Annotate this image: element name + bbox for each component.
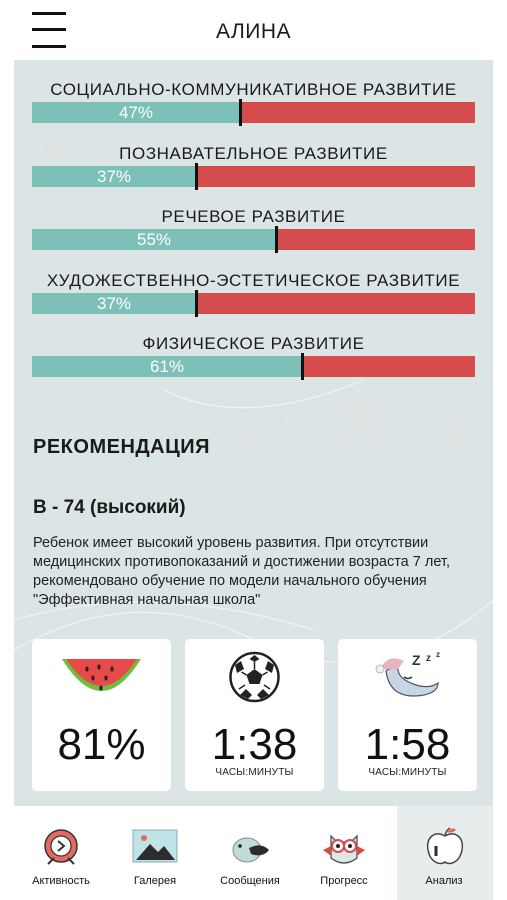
sleeping-moon-icon — [338, 645, 477, 707]
stat-card-nutrition[interactable] — [32, 639, 171, 791]
tab-activity[interactable] — [14, 806, 108, 900]
apple-analysis-icon — [420, 824, 470, 868]
tab-gallery-label: Галерея — [133, 875, 177, 887]
progress-marker — [239, 99, 242, 126]
recommendation-text: Ребенок имеет высокий уровень развития. При отсутствии медицинских противопоказаний и достижении возраста 7 лет, рекомендовано обучение по модели начального обучения "Эффективная начальная школа" — [33, 535, 450, 608]
development-item — [14, 78, 493, 142]
development-label: ХУДОЖЕСТВЕННО-ЭСТЕТИЧЕСКОЕ РАЗВИТИЕ — [46, 270, 461, 290]
progress-marker — [195, 290, 198, 317]
sleep-time-value: 1:58 — [364, 720, 451, 769]
tab-gallery[interactable] — [108, 806, 202, 900]
development-item — [14, 205, 493, 269]
watermelon-icon — [32, 645, 171, 707]
tab-messages[interactable] — [203, 806, 297, 900]
sleep-time-unit: ЧАСЫ:МИНУТЫ — [368, 767, 447, 778]
development-label: СОЦИАЛЬНО-КОММУНИКАТИВНОЕ РАЗВИТИЕ — [50, 80, 457, 99]
analysis-panel — [14, 60, 493, 806]
messages-icon — [225, 824, 275, 868]
progress-marker — [275, 226, 278, 253]
tab-analysis[interactable] — [397, 806, 493, 900]
development-item — [14, 269, 493, 333]
stat-card-activity[interactable] — [185, 639, 324, 791]
stat-card-sleep[interactable] — [338, 639, 477, 791]
bottom-tab-bar — [0, 806, 507, 900]
development-progress-bar — [32, 293, 475, 314]
tab-progress[interactable] — [297, 806, 391, 900]
progress-percent: 47% — [118, 103, 154, 122]
development-label: ПОЗНАВАТЕЛЬНОЕ РАЗВИТИЕ — [119, 143, 388, 163]
development-item — [14, 142, 493, 206]
development-item — [14, 332, 493, 396]
tab-messages-label: Сообщения — [220, 875, 280, 887]
progress-percent: 55% — [136, 230, 172, 249]
top-bar — [0, 0, 507, 60]
page-title: АЛИНА — [215, 20, 291, 43]
stat-cards — [32, 639, 477, 791]
soccer-ball-icon — [185, 645, 324, 707]
progress-marker — [195, 163, 198, 190]
development-progress-bar — [32, 229, 475, 250]
recommendation-level: В - 74 (высокий) — [33, 497, 186, 518]
tab-progress-label: Прогресс — [320, 875, 368, 887]
progress-marker — [301, 353, 304, 380]
tab-activity-label: Активность — [32, 875, 90, 887]
svg-text:z: z — [436, 650, 440, 659]
development-progress-bar — [32, 102, 475, 123]
tab-analysis-label: Анализ — [425, 875, 463, 887]
activity-time-unit: ЧАСЫ:МИНУТЫ — [215, 767, 294, 778]
svg-text:z: z — [426, 653, 431, 664]
gallery-icon — [130, 824, 180, 868]
development-label: ФИЗИЧЕСКОЕ РАЗВИТИЕ — [142, 334, 365, 353]
owl-progress-icon — [319, 824, 369, 868]
development-progress-bar — [32, 356, 475, 377]
activity-time-value: 1:38 — [211, 720, 298, 769]
progress-percent: 37% — [96, 293, 132, 313]
development-list — [14, 78, 493, 396]
svg-text:Z: Z — [412, 652, 421, 668]
progress-percent: 37% — [96, 166, 132, 186]
recommendation-title: РЕКОМЕНДАЦИЯ — [33, 436, 210, 458]
development-progress-bar — [32, 166, 475, 187]
nutrition-value: 81% — [57, 720, 146, 769]
activity-icon — [36, 824, 86, 868]
development-label: РЕЧЕВОЕ РАЗВИТИЕ — [161, 207, 346, 226]
progress-percent: 61% — [149, 357, 185, 376]
